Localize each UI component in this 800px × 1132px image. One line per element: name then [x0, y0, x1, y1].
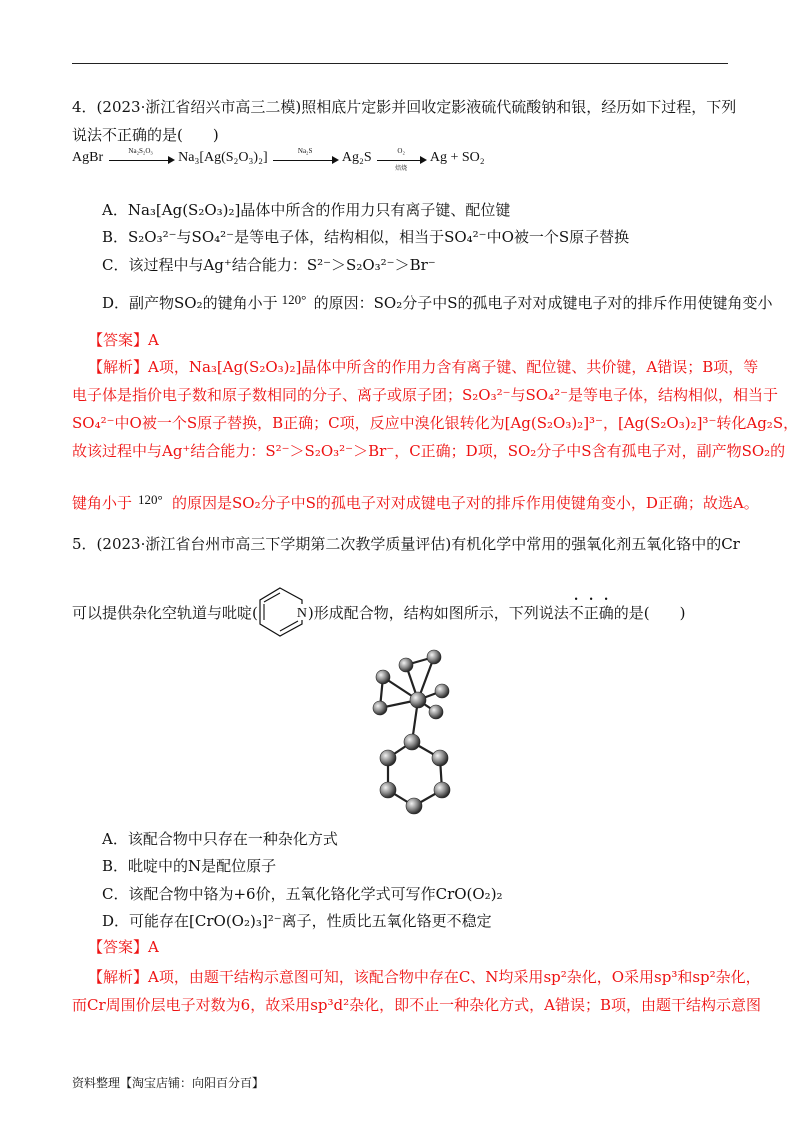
q5-stem-line2: 可以提供杂化空轨道与吡啶( N )形成配合物，结构如图所示，下列说法不正确的是( ): [72, 595, 685, 624]
q4-stem-line1: 4．(2023·浙江省绍兴市高三二模)照相底片定影并回收定影液硫代硫酸钠和银，经历如下过程，下列: [72, 98, 737, 116]
q4-option-d: D．副产物SO₂的键角小于 120° 的原因：SO₂分子中S的孤电子对对成键电子对的排斥作用使键角变小: [102, 292, 773, 312]
eq-ag2s: Ag₂S: [341, 150, 372, 165]
q5-answer: 【答案】A: [88, 938, 159, 956]
q4-analysis-2: 电子体是指价电子数和原子数相同的分子、离子或原子团；S₂O₃²⁻与SO₄²⁻是等电子体，结构相似，相当于: [72, 386, 779, 404]
footer-source: 资料整理【淘宝店铺：向阳百分百】: [72, 1076, 265, 1090]
q5-option-c: C．该配合物中铬为+6价，五氧化铬化学式可写作CrO(O₂)₂: [102, 885, 503, 903]
pyridine-n-label: N: [296, 606, 307, 621]
eq-products: Ag + SO₂: [429, 150, 485, 165]
q4-answer: 【答案】A: [88, 331, 159, 349]
atom-c3: [406, 798, 422, 814]
q4-option-a: A．Na₃[Ag(S₂O₃)₂]晶体中所含的作用力只有离子键、配位键: [102, 201, 511, 219]
atom-o1: [427, 650, 441, 664]
q4-stem-line2: 说法不正确的是( ): [72, 126, 219, 144]
atom-o6: [429, 705, 443, 719]
eq-agbr: AgBr: [72, 150, 104, 165]
atom-c2: [434, 782, 450, 798]
q4-analysis-3: SO₄²⁻中O被一个S原子替换，B正确；C项，反应中溴化银转化为[Ag(S₂O₃)₂]³⁻，[Ag(S₂O₃)₂]³⁻转化Ag₂S，: [72, 414, 799, 432]
atom-o2: [399, 658, 413, 672]
q4-reaction-equation: [72, 146, 485, 172]
emphasis-not-correct: 不正确: [568, 604, 614, 622]
atom-c4: [380, 782, 396, 798]
q5-analysis-2: 而Cr周围价层电子对数为6，故采用sp³d²杂化，即不止一种杂化方式，A错误；B项，由题干结构示意图: [72, 996, 761, 1014]
atom-o5: [435, 684, 449, 698]
q5-option-b: B．吡啶中的N是配位原子: [102, 857, 277, 875]
q4-option-c: C．该过程中与Ag⁺结合能力：S²⁻＞S₂O₃²⁻＞Br⁻: [102, 256, 436, 274]
angle-120: 120°: [281, 292, 307, 307]
eq-arrow-1: Na₂S₂O₃: [109, 151, 173, 165]
pyridine-structure: [258, 604, 308, 624]
q4-analysis-5: 键角小于 120° 的原因是SO₂分子中S的孤电子对对成键电子对的排斥作用使键角变小，D正确；故选A。: [72, 492, 759, 512]
atom-n: [404, 734, 420, 750]
header-rule: [72, 63, 728, 64]
eq-arrow-2: Na₂S: [273, 151, 337, 165]
q5-option-d: D．可能存在[CrO(O₂)₃]²⁻离子，性质比五氧化铬更不稳定: [102, 912, 492, 930]
molecule-structure-figure: [350, 640, 470, 840]
q4-analysis-1: 【解析】A项，Na₃[Ag(S₂O₃)₂]晶体中所含的作用力含有离子键、配位键、共价键，A错误；B项，等: [88, 358, 759, 376]
atom-o4: [373, 701, 387, 715]
q4-option-b: B．S₂O₃²⁻与SO₄²⁻是等电子体，结构相似，相当于SO₄²⁻中O被一个S原子替换: [102, 228, 630, 246]
q5-option-a: A．该配合物中只存在一种杂化方式: [102, 830, 338, 848]
eq-arrow-3: O₂ 焙烧: [377, 151, 425, 165]
eq-complex: Na₃[Ag(S₂O₃)₂]: [178, 150, 268, 165]
q4-analysis-4: 故该过程中与Ag⁺结合能力：S²⁻＞S₂O₃²⁻＞Br⁻，C正确；D项，SO₂分子中S含有孤电子对，副产物SO₂的: [72, 442, 786, 460]
atom-c5: [380, 750, 396, 766]
atom-o3: [376, 670, 390, 684]
q5-analysis-1: 【解析】A项，由题干结构示意图可知，该配合物中存在C、N均采用sp²杂化，O采用sp³和sp²杂化，: [88, 968, 761, 986]
angle-120-analysis: 120°: [138, 492, 163, 507]
atom-cr: [410, 692, 426, 708]
q5-stem-line1: 5．(2023·浙江省台州市高三下学期第二次教学质量评估)有机化学中常用的强氧化剂五氧化铬中的Cr: [72, 535, 740, 553]
atom-c1: [432, 750, 448, 766]
